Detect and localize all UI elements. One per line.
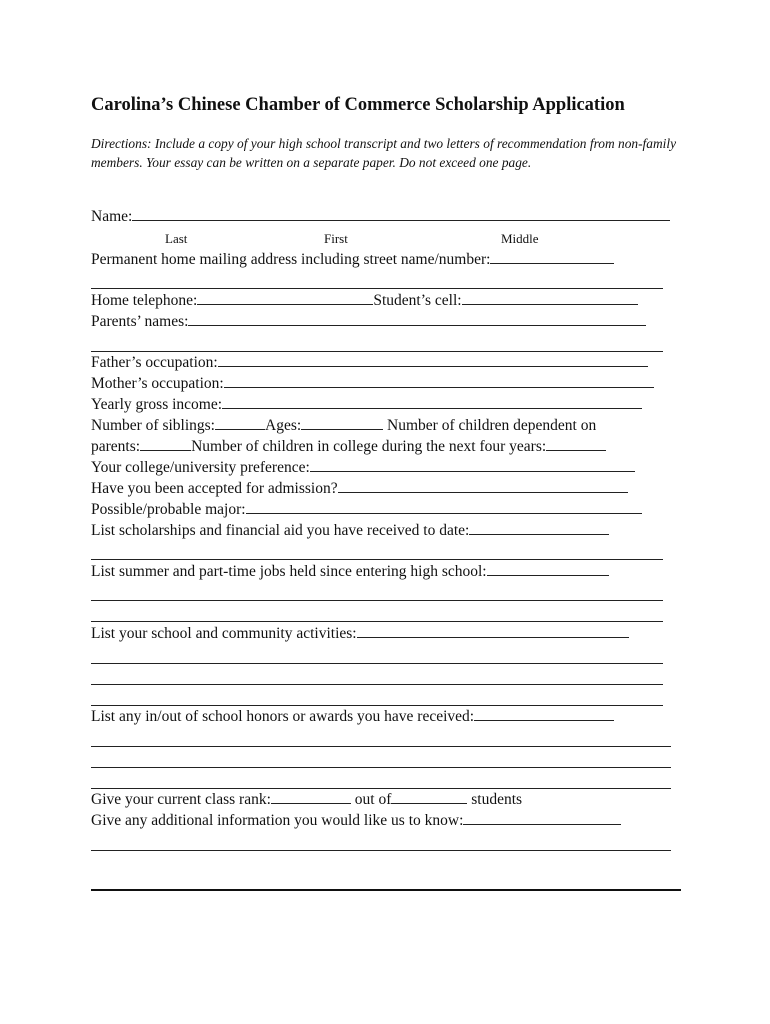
mothers-occupation-label: Mother’s occupation: — [91, 375, 224, 392]
dependents-field[interactable] — [140, 437, 191, 451]
fathers-occupation-row — [91, 353, 648, 373]
jobs-line-2[interactable] — [91, 600, 663, 601]
college-preference-field[interactable] — [310, 458, 635, 472]
accepted-label: Have you been accepted for admission? — [91, 480, 338, 497]
total-students-field[interactable] — [391, 790, 467, 804]
name-row — [91, 207, 670, 227]
additional-line-2[interactable] — [91, 850, 671, 851]
activities-line-4[interactable] — [91, 705, 663, 706]
name-label: Name: — [91, 208, 133, 225]
page-title: Carolina’s Chinese Chamber of Commerce Scholarship Application — [91, 95, 625, 115]
mothers-occupation-field[interactable] — [224, 374, 654, 388]
students-cell-field[interactable] — [462, 291, 638, 305]
class-rank-label: Give your current class rank: — [91, 791, 271, 808]
honors-label: List any in/out of school honors or awards you have received: — [91, 708, 475, 725]
scholarships-field[interactable] — [469, 521, 609, 535]
name-first-caption: First — [324, 231, 348, 246]
num-siblings-field[interactable] — [215, 416, 265, 430]
parents-names-label: Parents’ names: — [91, 313, 189, 330]
fathers-occupation-label: Father’s occupation: — [91, 354, 218, 371]
yearly-income-row — [91, 395, 642, 415]
activities-label: List your school and community activities: — [91, 625, 357, 642]
name-field[interactable] — [132, 207, 670, 221]
jobs-row — [91, 562, 609, 582]
college-preference-label: Your college/university preference: — [91, 459, 310, 476]
parents-names-line-2[interactable] — [91, 351, 663, 352]
name-middle-caption: Middle — [501, 231, 539, 246]
children-college-label: Number of children in college during the next four years: — [191, 438, 547, 455]
parents-label: parents: — [91, 438, 141, 455]
major-field[interactable] — [246, 500, 642, 514]
additional-label: Give any additional information you would like us to know: — [91, 812, 464, 829]
honors-line-3[interactable] — [91, 767, 671, 768]
application-form — [91, 0, 681, 1024]
major-label: Possible/probable major: — [91, 501, 246, 518]
yearly-income-label: Yearly gross income: — [91, 396, 223, 413]
address-line-2[interactable] — [91, 288, 663, 289]
dependents-row — [91, 437, 606, 457]
name-last-caption: Last — [165, 231, 188, 246]
jobs-label: List summer and part-time jobs held since entering high school: — [91, 563, 487, 580]
yearly-income-field[interactable] — [222, 395, 642, 409]
address-row — [91, 250, 614, 270]
students-label: students — [467, 791, 523, 808]
num-siblings-label: Number of siblings: — [91, 417, 215, 434]
activities-field[interactable] — [357, 624, 629, 638]
home-telephone-label: Home telephone: — [91, 292, 198, 309]
additional-field[interactable] — [463, 811, 621, 825]
class-rank-row — [91, 790, 522, 810]
home-telephone-field[interactable] — [197, 291, 373, 305]
scholarships-row — [91, 521, 609, 541]
honors-line-2[interactable] — [91, 746, 671, 747]
accepted-field[interactable] — [338, 479, 628, 493]
ages-field[interactable] — [301, 416, 383, 430]
bottom-rule — [91, 889, 681, 891]
activities-line-3[interactable] — [91, 684, 663, 685]
accepted-row — [91, 479, 628, 499]
scholarships-line-2[interactable] — [91, 559, 663, 560]
scholarships-label: List scholarships and financial aid you have received to date: — [91, 522, 470, 539]
jobs-line-3[interactable] — [91, 621, 663, 622]
parents-names-field[interactable] — [188, 312, 646, 326]
activities-line-2[interactable] — [91, 663, 663, 664]
address-label: Permanent home mailing address including street name/number: — [91, 251, 491, 268]
college-preference-row — [91, 458, 635, 478]
parents-names-row — [91, 312, 646, 332]
honors-field[interactable] — [474, 707, 614, 721]
fathers-occupation-field[interactable] — [218, 353, 648, 367]
phone-row — [91, 291, 638, 311]
major-row — [91, 500, 642, 520]
children-dependent-label: Number of children dependent on — [383, 417, 597, 434]
address-field[interactable] — [490, 250, 614, 264]
directions-text: Directions: Include a copy of your high school transcript and two letters of recommendation from non-family members. Your essay can be written on a separate paper. Do not exceed one page. — [91, 136, 677, 170]
class-rank-field[interactable] — [271, 790, 351, 804]
children-college-field[interactable] — [546, 437, 606, 451]
siblings-row — [91, 416, 596, 436]
ages-label: Ages: — [265, 417, 302, 434]
additional-row — [91, 811, 621, 831]
activities-row — [91, 624, 629, 644]
honors-line-4[interactable] — [91, 788, 671, 789]
mothers-occupation-row — [91, 374, 654, 394]
out-of-label: out of — [350, 791, 392, 808]
students-cell-label: Student’s cell: — [373, 292, 462, 309]
honors-row — [91, 707, 614, 727]
jobs-field[interactable] — [487, 562, 609, 576]
